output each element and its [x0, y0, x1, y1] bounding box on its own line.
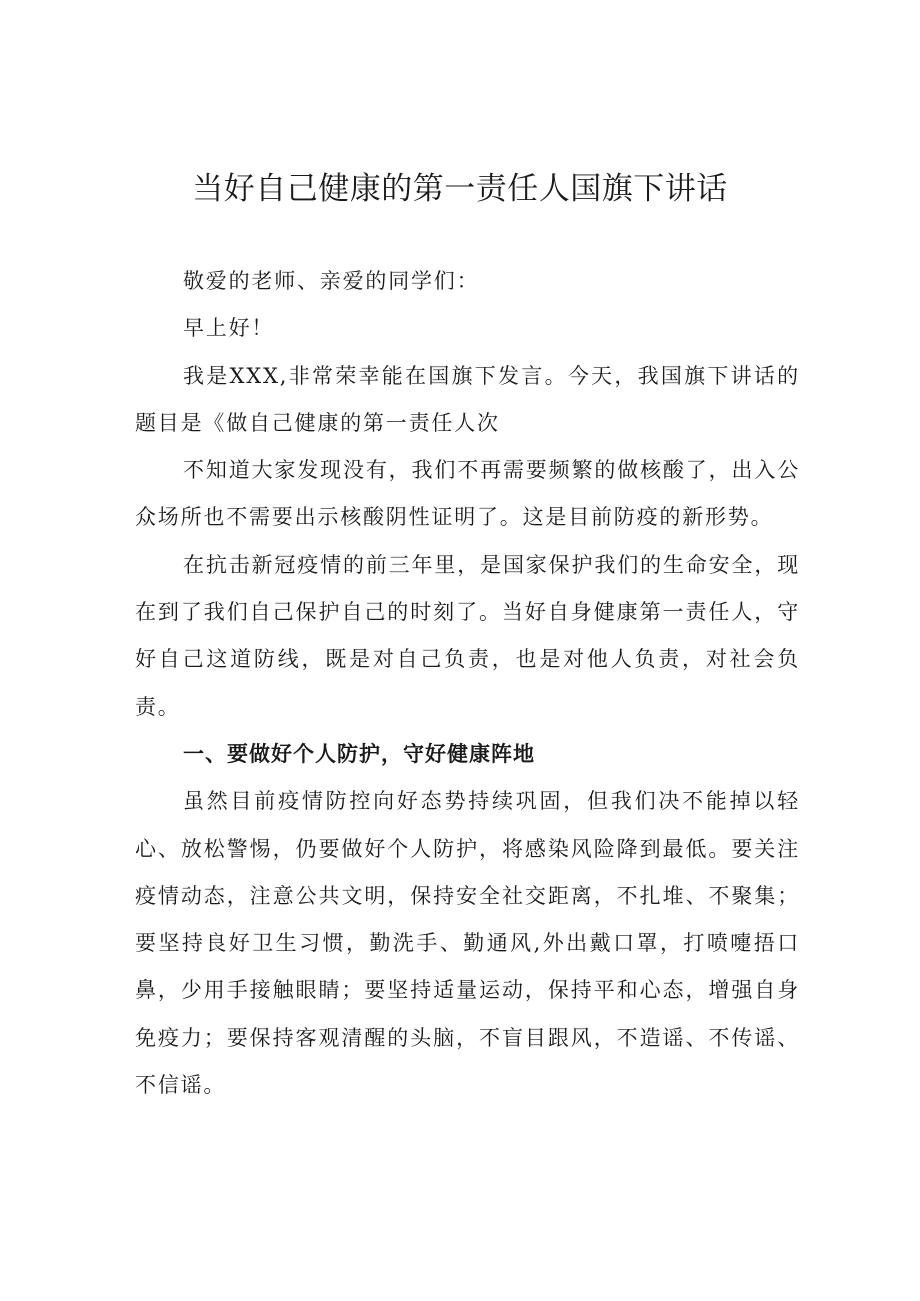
- document-title: 当好自己健康的第一责任人国旗下讲话: [192, 171, 728, 207]
- section-heading: 一、要做好个人防护，守好健康阵地: [183, 741, 535, 766]
- body-paragraph: 不知道大家发现没有，我们不再需要频繁的做核酸了，出入公众场所也不需要出示核酸阴性证明了。这是目前防疫的新形势。: [135, 458, 800, 530]
- body-paragraph: 在抗击新冠疫情的前三年里，是国家保护我们的生命安全，现在到了我们自己保护自己的时刻了。当好自身健康第一责任人，守好自己这道防线，既是对自己负责，也是对他人负责，对社会负责。: [135, 552, 800, 719]
- body-paragraph: 我是XXX,非常荣幸能在国旗下发言。今天，我国旗下讲话的题目是《做自己健康的第一责任人次: [135, 363, 800, 435]
- section-paragraph: 虽然目前疫情防控向好态势持续巩固，但我们决不能掉以轻心、放松警惕，仍要做好个人防护，将感染风险降到最低。要关注疫情动态，注意公共文明，保持安全社交距离，不扎堆、不聚集；要坚持良好卫生习惯，勤洗手、勤通风,外出戴口罩，打喷嚏捂口鼻，少用手接触眼睛；要坚持适量运动，保持平和心态，增强自身免疫力；要保持客观清醒的头脑，不盲目跟风，不造谣、不传谣、不信谣。: [135, 789, 800, 1098]
- salutation: 敬爱的老师、亲爱的同学们：: [183, 269, 480, 293]
- document-body: [135, 258, 800, 1109]
- greeting: 早上好！: [183, 316, 275, 341]
